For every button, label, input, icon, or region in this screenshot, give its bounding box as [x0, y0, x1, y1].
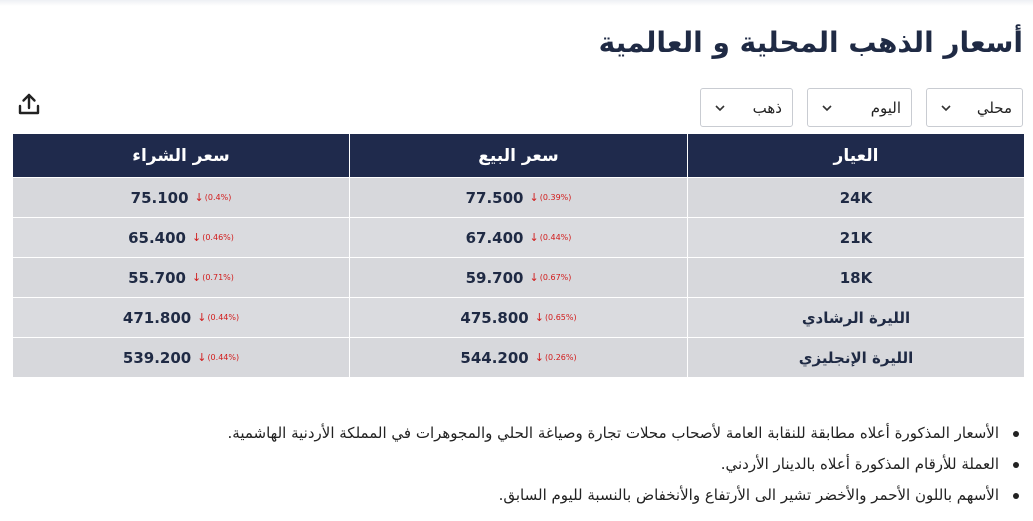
metal-select-value: ذهب [752, 98, 782, 117]
karat-cell [688, 178, 1025, 218]
sell-price-cell [350, 298, 688, 338]
buy-price-cell [13, 218, 350, 258]
header-sell-price: سعر البيع [350, 134, 688, 178]
arrow-down-icon: ↓ [197, 351, 207, 364]
table-row [13, 258, 1025, 298]
karat-label: الليرة الإنجليزي [798, 348, 914, 367]
gold-prices-table [12, 133, 1025, 378]
price-number: 539.200 [122, 348, 192, 367]
change-percent: (0.39%) [539, 193, 572, 202]
karat-cell [688, 258, 1025, 298]
page-title: أسعار الذهب المحلية و العالمية [598, 26, 1023, 59]
karat-label: 21K [839, 228, 873, 247]
bullet [1013, 462, 1019, 468]
price-change [530, 191, 572, 204]
arrow-down-icon: ↓ [194, 191, 204, 204]
change-percent: (0.46%) [202, 233, 234, 242]
table-header-row [13, 134, 1025, 178]
buy-price-cell [13, 178, 350, 218]
karat-label: 24K [839, 188, 873, 207]
price-change [197, 351, 239, 364]
note-text: العملة للأرقام المذكورة أعلاه بالدينار الأردني. [720, 455, 999, 473]
notes-list [228, 418, 1019, 511]
change-percent: (0.44%) [207, 313, 240, 322]
karat-label: 18K [839, 268, 873, 287]
price-change [197, 311, 239, 324]
list-item [228, 480, 1019, 511]
header-karat: العيار [688, 134, 1025, 178]
sell-price-cell [350, 218, 688, 258]
filter-bar [700, 88, 1023, 127]
market-select[interactable] [926, 88, 1023, 127]
sell-price-cell [350, 338, 688, 378]
period-select-value: اليوم [870, 98, 901, 117]
arrow-down-icon: ↓ [529, 191, 539, 204]
change-percent: (0.44%) [539, 233, 572, 242]
change-percent: (0.65%) [544, 313, 577, 322]
price-value [466, 229, 572, 247]
price-number: 475.800 [460, 308, 529, 327]
arrow-down-icon: ↓ [534, 311, 544, 324]
note-text: الأسهم باللون الأحمر والأخضر تشير الى الأرتفاع والأنخفاض بالنسبة لليوم السابق. [498, 486, 999, 504]
chevron-down-icon [713, 101, 727, 115]
chevron-down-icon [939, 101, 953, 115]
price-number: 59.700 [465, 268, 524, 287]
price-number: 65.400 [128, 228, 186, 247]
price-number: 77.500 [465, 188, 524, 207]
price-number: 75.100 [130, 188, 189, 207]
market-select-value: محلي [976, 98, 1012, 117]
table-row [13, 298, 1025, 338]
price-value [123, 349, 239, 367]
metal-select[interactable] [700, 88, 793, 127]
table-row [13, 178, 1025, 218]
arrow-down-icon: ↓ [529, 271, 539, 284]
karat-cell [688, 298, 1025, 338]
sell-price-cell [350, 178, 688, 218]
price-change [535, 311, 577, 324]
price-number: 55.700 [128, 268, 186, 287]
arrow-down-icon: ↓ [192, 231, 202, 244]
change-percent: (0.4%) [204, 193, 232, 202]
price-value [466, 189, 572, 207]
price-value [460, 349, 576, 367]
price-change [535, 351, 577, 364]
table-row [13, 338, 1025, 378]
buy-price-cell [13, 338, 350, 378]
karat-cell [688, 338, 1025, 378]
upload-icon [16, 92, 42, 118]
buy-price-cell [13, 258, 350, 298]
sell-price-cell [350, 258, 688, 298]
price-number: 471.800 [122, 308, 192, 327]
list-item [228, 418, 1019, 449]
change-percent: (0.67%) [539, 273, 572, 282]
change-percent: (0.26%) [544, 353, 577, 362]
price-value [123, 309, 239, 327]
arrow-down-icon: ↓ [529, 231, 539, 244]
price-value [131, 189, 232, 207]
bullet [1013, 431, 1019, 437]
price-value [466, 269, 572, 287]
header-buy-price: سعر الشراء [13, 134, 350, 178]
buy-price-cell [13, 298, 350, 338]
table-row [13, 218, 1025, 258]
note-text: الأسعار المذكورة أعلاه مطابقة للنقابة العامة لأصحاب محلات تجارة وصياغة الحلي والمجوهرات في المملكة الأردنية الهاشمية. [227, 424, 999, 442]
price-value [128, 229, 234, 247]
price-change [530, 231, 572, 244]
price-value [128, 269, 234, 287]
arrow-down-icon: ↓ [197, 311, 207, 324]
list-item [228, 449, 1019, 480]
price-number: 67.400 [465, 228, 524, 247]
price-change [195, 191, 232, 204]
price-change [530, 271, 572, 284]
change-percent: (0.71%) [202, 273, 234, 282]
top-divider [0, 0, 1033, 6]
share-button[interactable] [16, 92, 42, 118]
price-number: 544.200 [460, 348, 529, 367]
price-change [192, 231, 234, 244]
bullet [1013, 493, 1019, 499]
price-change [192, 271, 234, 284]
price-value [460, 309, 576, 327]
arrow-down-icon: ↓ [534, 351, 544, 364]
change-percent: (0.44%) [207, 353, 240, 362]
period-select[interactable] [807, 88, 912, 127]
karat-cell [688, 218, 1025, 258]
chevron-down-icon [820, 101, 834, 115]
karat-label: الليرة الرشادي [801, 308, 911, 327]
arrow-down-icon: ↓ [192, 271, 202, 284]
